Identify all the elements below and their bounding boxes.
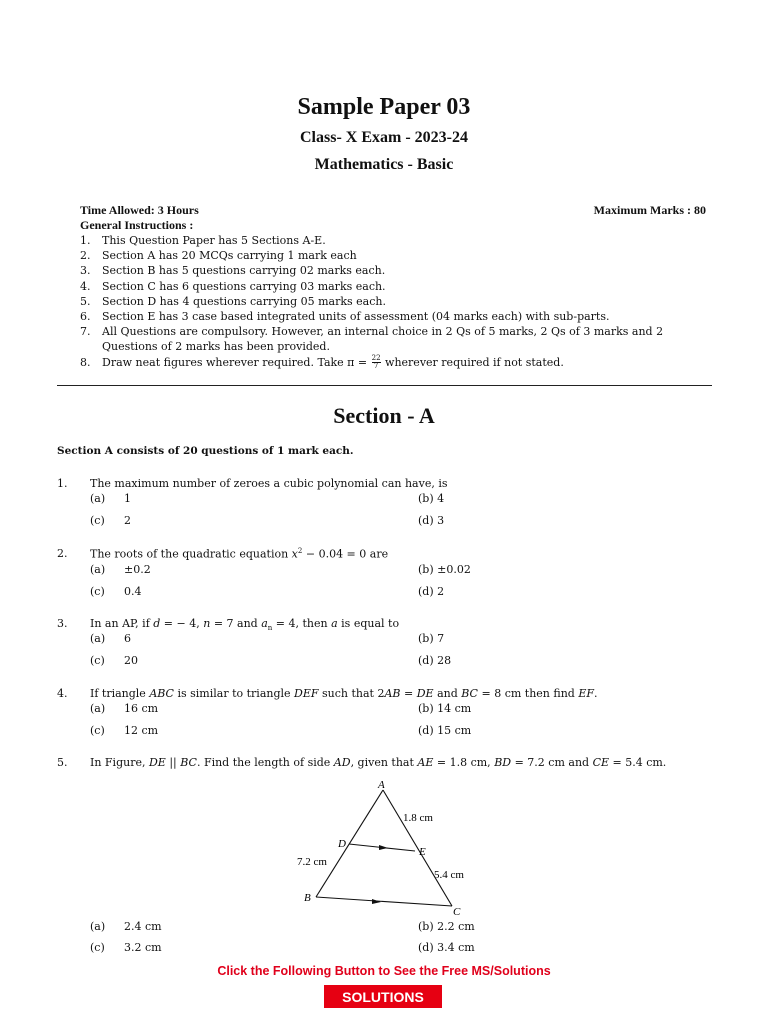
- length-label-bd: 7.2 cm: [297, 856, 327, 868]
- option-value: 12 cm: [124, 724, 159, 737]
- option-label: (c): [90, 724, 105, 737]
- fraction-22-7: $\frac{22}{7}$: [371, 354, 381, 371]
- instruction-item: 7. All Questions are compulsory. However, an internal choice in 2 Qs of 5 marks, 2 Qs of 3 marks and 2 Questions of 2 marks has been provided.: [80, 325, 664, 354]
- option: (d) 3: [418, 514, 445, 527]
- question-number: 4.: [57, 687, 68, 700]
- vertex-label-e: E: [419, 846, 426, 858]
- side-bc: [316, 897, 452, 906]
- paper-title: Sample Paper 03: [297, 94, 471, 120]
- option-value: 2.4 cm: [124, 920, 162, 933]
- option: (d) 2: [418, 585, 445, 598]
- maximum-marks: Maximum Marks : 80: [593, 203, 706, 217]
- section-title: Section - A: [333, 403, 435, 428]
- instruction-item: 4. Section C has 6 questions carrying 03 marks each.: [80, 279, 386, 293]
- option-label: (c): [90, 514, 105, 527]
- option: (b) ±0.02: [418, 563, 471, 576]
- length-label-ce: 5.4 cm: [434, 869, 464, 881]
- question-text: The maximum number of zeroes a cubic polynomial can have, is: [90, 477, 448, 490]
- question-text: The roots of the quadratic equation $x^2 - 0.04 = 0$ are: [90, 547, 389, 561]
- class-exam: Class- X Exam - 2023-24: [300, 129, 468, 146]
- question-number: 2.: [57, 547, 68, 560]
- option: (b) 4: [418, 492, 445, 505]
- option-value: 1: [124, 492, 131, 505]
- option-value: 2: [124, 514, 131, 527]
- option: (d) 15 cm: [418, 724, 472, 737]
- instructions-list: [80, 233, 720, 370]
- option-value: 6: [124, 632, 131, 645]
- option: (b) 2.2 cm: [418, 920, 475, 933]
- option-label: (c): [90, 941, 105, 954]
- divider: [57, 385, 712, 386]
- question-text: In an AP, if d = − 4, n = 7 and $a_n = 4$, then a is equal to: [90, 617, 400, 633]
- length-label-ae: 1.8 cm: [403, 812, 433, 824]
- subject: Mathematics - Basic: [314, 156, 454, 173]
- option-label: (c): [90, 585, 105, 598]
- time-allowed: Time Allowed: 3 Hours: [80, 203, 199, 217]
- instruction-item: 1. This Question Paper has 5 Sections A-E.: [80, 234, 326, 247]
- option-label: (c): [90, 654, 105, 667]
- option-value: 0.4: [124, 585, 142, 598]
- option: (b) 7: [418, 632, 445, 645]
- instruction-item: 2. Section A has 20 MCQs carrying 1 mark each: [80, 249, 357, 263]
- side-ac: [383, 790, 452, 906]
- solutions-link[interactable]: Click the Following Button to See the Free MS/Solutions: [217, 964, 551, 978]
- vertex-label-d: D: [338, 838, 346, 850]
- question-text: In Figure, DE || BC. Find the length of side AD, given that AE = 1.8 cm, BD = 7.2 cm and CE = 5.4 cm.: [90, 756, 667, 769]
- option-label: (a): [90, 563, 106, 576]
- option-value: 20: [124, 654, 138, 667]
- option-label: (a): [90, 632, 106, 645]
- instruction-item: 3. Section B has 5 questions carrying 02 marks each.: [80, 264, 386, 278]
- solutions-button[interactable]: SOLUTIONS: [324, 985, 442, 1008]
- general-instructions-heading: General Instructions :: [80, 218, 194, 232]
- vertex-label-a: A: [378, 779, 385, 791]
- instruction-item: 8. Draw neat figures wherever required. Take π = $\frac{22}{7}$ wherever required if not stated.: [80, 354, 564, 371]
- section-note: Section A consists of 20 questions of 1 mark each.: [57, 445, 354, 457]
- option-label: (a): [90, 920, 106, 933]
- question-number: 1.: [57, 477, 68, 490]
- option-label: (a): [90, 702, 106, 715]
- option-value: 16 cm: [124, 702, 159, 715]
- option-value: ±0.2: [124, 563, 151, 576]
- question-number: 3.: [57, 617, 68, 630]
- vertex-label-c: C: [453, 906, 461, 916]
- instruction-item: 6. Section E has 3 case based integrated units of assessment (04 marks each) with sub-parts.: [80, 310, 610, 324]
- question-number: 5.: [57, 756, 68, 769]
- option-label: (a): [90, 492, 106, 505]
- triangle-figure: [280, 776, 490, 916]
- option-value: 3.2 cm: [124, 941, 162, 954]
- question-text: If triangle ABC is similar to triangle DEF such that 2AB = DE and BC = 8 cm then find EF.: [90, 687, 598, 700]
- option: (d) 28: [418, 654, 452, 667]
- option: (d) 3.4 cm: [418, 941, 475, 954]
- vertex-label-b: B: [304, 892, 311, 904]
- option: (b) 14 cm: [418, 702, 472, 715]
- instruction-item: 5. Section D has 4 questions carrying 05 marks each.: [80, 294, 386, 308]
